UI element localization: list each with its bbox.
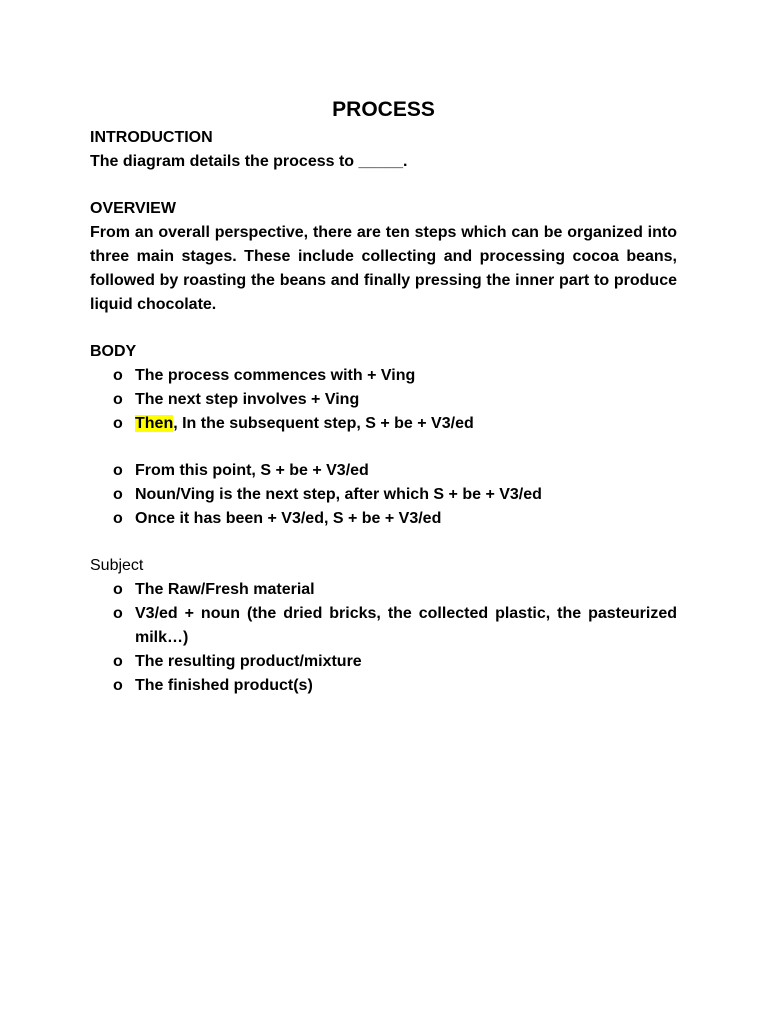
list-item-text: Once it has been + V3/ed, S + be + V3/ed — [135, 510, 442, 527]
highlighted-text: Then — [135, 415, 174, 432]
subject-heading: Subject — [90, 557, 144, 574]
bullet-marker: o — [113, 367, 123, 384]
bullet-marker: o — [113, 462, 123, 479]
list-item-text: The finished product(s) — [135, 677, 313, 694]
list-item-text: The Raw/Fresh material — [135, 581, 315, 598]
overview-heading: OVERVIEW — [90, 200, 176, 217]
list-item — [90, 578, 677, 602]
list-item-text: The process commences with + Ving — [135, 367, 416, 384]
list-item-text: V3/ed + noun (the dried bricks, the collected plastic, the pasteurized milk…) — [135, 605, 677, 646]
list-item-text: , In the subsequent step, S + be + V3/ed — [173, 415, 474, 432]
bullet-marker: o — [113, 581, 123, 598]
body-list-2 — [90, 459, 677, 531]
list-item — [90, 388, 677, 412]
page-title: PROCESS — [332, 98, 435, 121]
spacer — [90, 317, 677, 340]
document-content — [90, 96, 677, 698]
body-heading: BODY — [90, 343, 137, 360]
list-item — [90, 412, 677, 436]
introduction-heading: INTRODUCTION — [90, 129, 213, 146]
subject-list — [90, 578, 677, 698]
introduction-text: The diagram details the process to _____. — [90, 153, 408, 170]
list-item-text: From this point, S + be + V3/ed — [135, 462, 369, 479]
spacer — [90, 436, 677, 459]
bullet-marker: o — [113, 677, 123, 694]
list-item — [90, 483, 677, 507]
bullet-marker: o — [113, 510, 123, 527]
spacer — [90, 174, 677, 197]
list-item — [90, 507, 677, 531]
bullet-marker: o — [113, 415, 123, 432]
bullet-marker: o — [113, 486, 123, 503]
list-item — [90, 650, 677, 674]
list-item-text: The resulting product/mixture — [135, 653, 362, 670]
list-item-text: The next step involves + Ving — [135, 391, 360, 408]
bullet-marker: o — [113, 653, 123, 670]
bullet-marker: o — [113, 605, 123, 622]
list-item-text: Noun/Ving is the next step, after which S + be + V3/ed — [135, 486, 542, 503]
list-item — [90, 364, 677, 388]
list-item — [90, 674, 677, 698]
body-list-1 — [90, 364, 677, 436]
list-item — [90, 602, 677, 650]
bullet-marker: o — [113, 391, 123, 408]
spacer — [90, 531, 677, 554]
overview-text: From an overall perspective, there are ten steps which can be organized into three main stages. These include collecting and processing cocoa beans, followed by roasting the beans and finally pressing the inner part to produce liquid chocolate. — [90, 224, 677, 313]
list-item — [90, 459, 677, 483]
